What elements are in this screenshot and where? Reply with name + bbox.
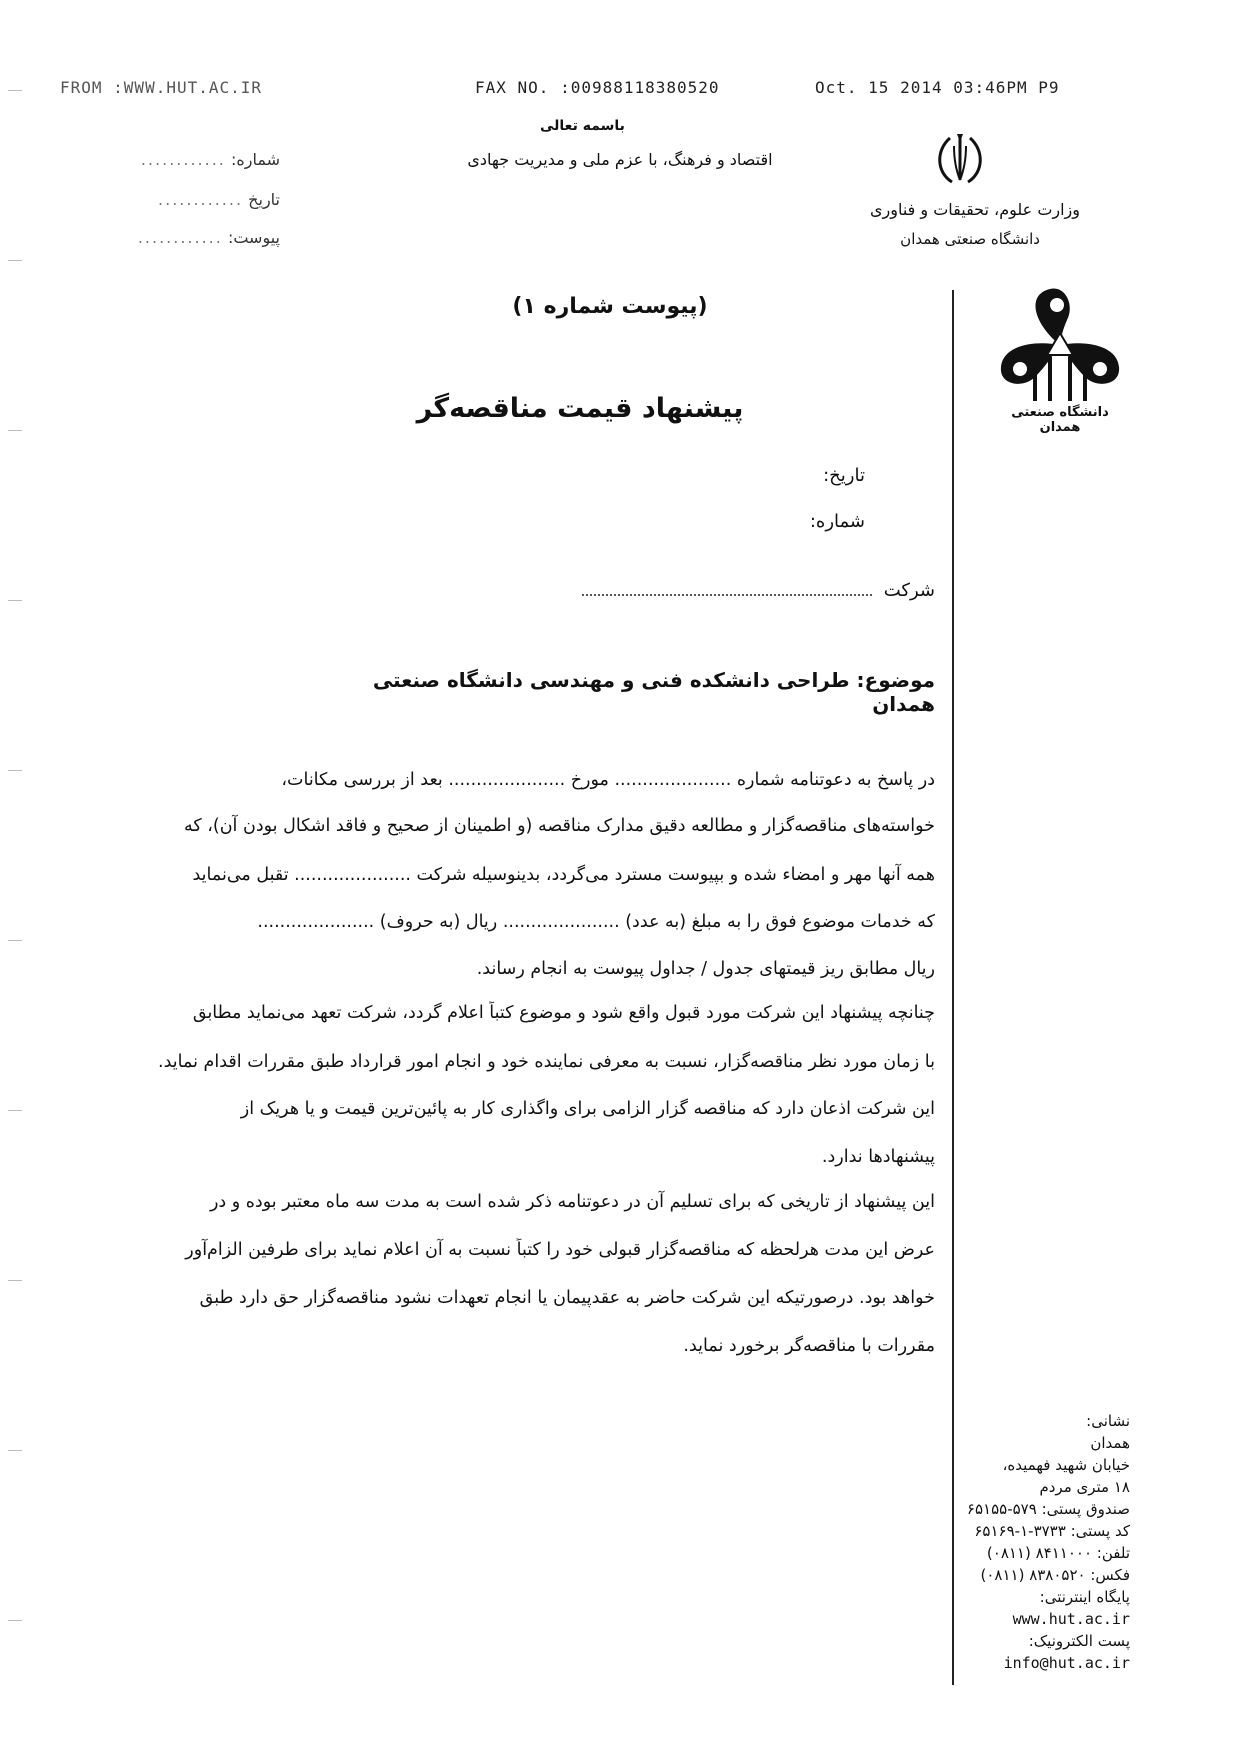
address-city: همدان: [1090, 1434, 1130, 1452]
meta-date-field: [100, 190, 280, 209]
address-alley: ۱۸ متری مردم: [1039, 1478, 1130, 1496]
date-label: تاریخ:: [823, 465, 865, 486]
body-line: خواسته‌های مناقصه‌گزار و مطالعه دقیق مدارک مناقصه (و اطمینان از صحیح و فاقد اشکال بودن آن)، که: [183, 816, 935, 836]
fax-date: Oct. 15 2014 03:46PM P9: [815, 78, 1060, 97]
meta-number-dots: ............: [140, 150, 226, 169]
body-line: مقررات با مناقصه‌گر برخورد نماید.: [683, 1336, 935, 1356]
document-title: پیشنهاد قیمت مناقصه‌گر: [416, 393, 744, 424]
body-line: چنانچه پیشنهاد این شرکت مورد قبول واقع شود و موضوع کتباً اعلام گردد، شرکت تعهد می‌نماید مطابق: [192, 1003, 935, 1023]
margin-tick: [8, 1450, 22, 1451]
logo-caption: دانشگاه صنعتی همدان: [1011, 405, 1109, 435]
margin-tick: [8, 1620, 22, 1621]
website-link[interactable]: www.hut.ac.ir: [1012, 1610, 1130, 1628]
fax-from: FROM :WWW.HUT.AC.IR: [60, 78, 263, 97]
meta-date-label: تاریخ: [248, 190, 280, 209]
body-line: این شرکت اذعان دارد که مناقصه گزار الزامی برای واگذاری کار به پائین‌ترین قیمت و یا هریک از: [240, 1099, 935, 1119]
meta-attachment-dots: ............: [137, 228, 223, 247]
meta-date-dots: ............: [158, 190, 244, 209]
margin-tick: [8, 1280, 22, 1281]
body-line: پیشنهادها ندارد.: [821, 1147, 935, 1167]
margin-tick: [8, 90, 22, 91]
meta-attachment-label: پیوست:: [227, 228, 280, 247]
ministry-name: وزارت علوم، تحقیقات و فناوری: [870, 200, 1080, 219]
address-po-box: صندوق پستی: ۵۷۹-۶۵۱۵۵: [966, 1500, 1130, 1518]
address-street: خیابان شهید فهمیده،: [1002, 1456, 1130, 1474]
body-line: خواهد بود. درصورتیکه این شرکت حاضر به عقدپیمان یا انجام تعهدات نشود مناقصه‌گزار حق دارد طبق: [199, 1288, 935, 1308]
body-line: ریال مطابق ریز قیمتهای جدول / جداول پیوست به انجام رساند.: [476, 959, 935, 979]
margin-tick: [8, 1110, 22, 1111]
bismillah: باسمه تعالی: [540, 118, 625, 134]
body-line: عرض این مدت هرلحظه که مناقصه‌گزار قبولی خود را کتباً نسبت به آن اعلام نماید برای طرفین الزام‌آور: [185, 1240, 935, 1260]
fax-number: FAX NO. :00988118380520: [475, 78, 720, 97]
university-name: دانشگاه صنعتی همدان: [900, 230, 1040, 248]
body-line: در پاسخ به دعوتنامه شماره ..................... مورخ ..................... بعد از بررسی مکانات،: [281, 770, 935, 790]
website-label: پایگاه اینترنتی:: [1039, 1588, 1130, 1606]
meta-number-field: [100, 150, 280, 169]
company-field: [570, 580, 935, 601]
address-label: نشانی:: [1086, 1412, 1130, 1430]
margin-tick: [8, 260, 22, 261]
company-label: شرکت: [883, 580, 935, 601]
meta-number-label: شماره:: [230, 150, 280, 169]
subject-line: موضوع: طراحی دانشکده فنی و مهندسی دانشگاه صنعتی همدان: [372, 668, 935, 716]
number-label: شماره:: [809, 511, 865, 532]
date-field: [700, 465, 865, 486]
university-logo-icon: [995, 285, 1125, 405]
emblem-icon: [930, 130, 990, 190]
margin-tick: [8, 770, 22, 771]
margin-tick: [8, 430, 22, 431]
address-fax: فکس: ۸۳۸۰۵۲۰ (۰۸۱۱): [980, 1566, 1130, 1584]
address-phone: تلفن: ۸۴۱۱۰۰۰ (۰۸۱۱): [986, 1544, 1130, 1562]
meta-attachment-field: [100, 228, 280, 247]
email-link[interactable]: info@hut.ac.ir: [1003, 1654, 1130, 1672]
address-postal-code: کد پستی: ۳۷۳۳-۱-۶۵۱۶۹: [974, 1522, 1130, 1540]
company-blank: [582, 580, 872, 596]
margin-tick: [8, 940, 22, 941]
margin-tick: [8, 600, 22, 601]
attachment-title: (پیوست شماره ۱): [512, 294, 708, 319]
number-field: [700, 511, 865, 532]
email-label: پست الکترونیک:: [1028, 1632, 1130, 1650]
body-line: که خدمات موضوع فوق را به مبلغ (به عدد) ..................... ریال (به حروف) .....................: [257, 912, 935, 932]
address-block: [930, 1410, 1130, 1674]
body-line: با زمان مورد نظر مناقصه‌گزار، نسبت به معرفی نماینده خود و انجام امور قرارداد طبق مقررات اقدام نماید.: [158, 1052, 935, 1072]
slogan: اقتصاد و فرهنگ، با عزم ملی و مدیریت جهادی: [467, 150, 773, 169]
body-line: این پیشنهاد از تاریخی که برای تسلیم آن در دعوتنامه ذکر شده است به مدت سه ماه معتبر بوده و در: [209, 1192, 935, 1212]
body-line: همه آنها مهر و امضاء شده و بپیوست مسترد می‌گردد، بدینوسیله شرکت ..................... تقبل می‌نماید: [192, 865, 935, 885]
